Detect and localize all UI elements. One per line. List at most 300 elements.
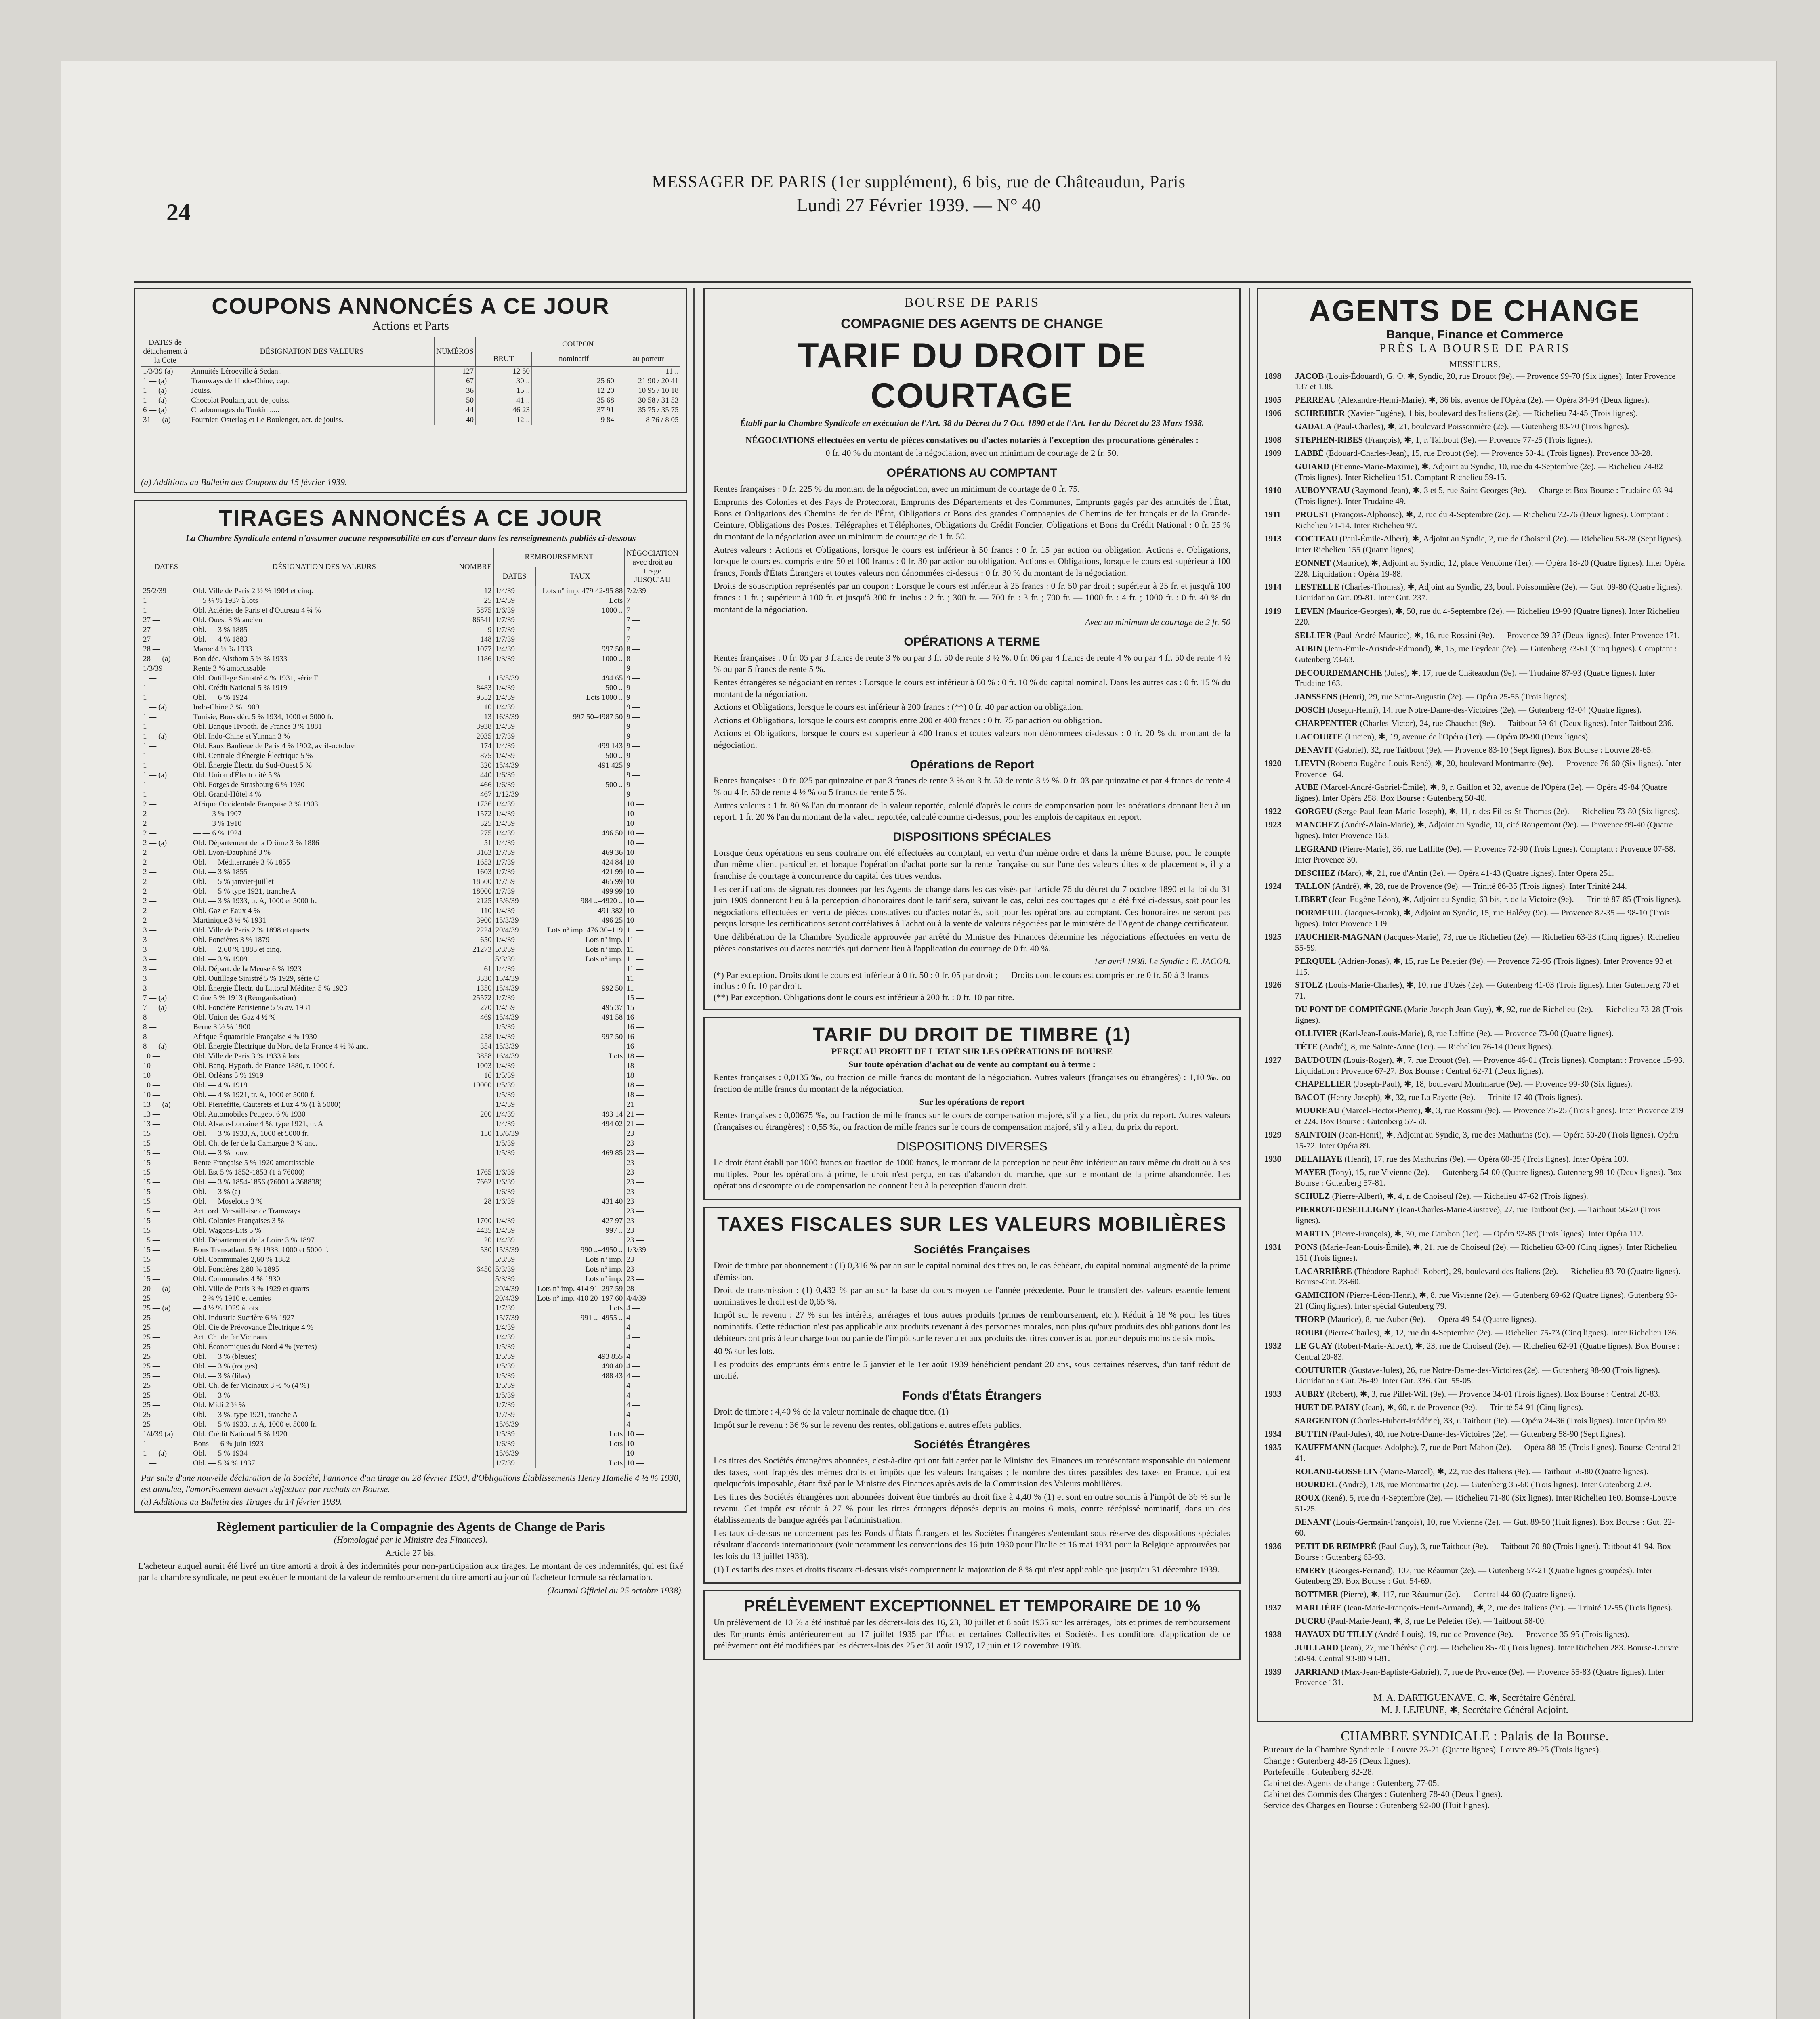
agent-details: (Maurice), ✱, Adjoint au Syndic, 12, place Vendôme (1er). — Opéra 18-20 (Quatre lignes). Inter Opéra 228. Liquidation : Opéra 19-88. (1295, 558, 1685, 579)
table-row: 15 — Obl. Est 5 % 1852-1853 (1 à 76000) 1765 1/6/39 23 — (141, 1168, 680, 1177)
taxes-p1: Impôt sur le revenu : 27 % sur les intérêts, arrérages et tous autres produits (primes de remboursement, etc.). Réduit à 18 % pour les titres nominatifs. Cette réduction n'est pas applicable aux produits revenant à des personnes morales, non plus qu'aux produits des obligations dont les débiteurs ont pris à leur charge tout ou partie de l'impôt sur le revenu et aux produits des titres convertis au porteur depuis moins de six mois. (714, 1310, 1230, 1343)
agent-year: 1910 (1264, 485, 1281, 495)
col-numeros: NUMÉROS (435, 337, 476, 367)
taxes-p2: Droit de timbre : 4,40 % de la valeur nominale de chaque titre. (1) (714, 1406, 949, 1417)
agent-name: GAMICHON (1295, 1290, 1345, 1300)
agent-name: AUBIN (1295, 643, 1322, 653)
list-item (1264, 1442, 1685, 1464)
timbre-p2: Rentes françaises : 0,00675 ‰, ou fraction de mille francs sur le cours de compensation majoré, s'il y a lieu, du prix du report. Autres valeurs (françaises ou étrangères) : 0,55 ‰, ou fraction de mille francs sur le cours de compensation majoré, s'il y a lieu, du prix du report. (714, 1110, 1230, 1132)
table-row: 20 — (a) Obl. Ville de Paris 3 % 1929 et quarts 20/4/39 Lots nº imp. 414 91–297 59 28 — (141, 1284, 680, 1294)
agent-name: PETIT DE REIMPRÉ (1295, 1541, 1377, 1551)
col-taux: TAUX (535, 567, 625, 586)
table-row: 1 — Obl. Grand-Hôtel 4 % 467 1/12/39 9 — (141, 790, 680, 800)
agent-details: (Paul-Charles), ✱, 21, boulevard Poissonnière (2e). — Gutenberg 83-70 (Trois lignes). (1334, 422, 1629, 431)
taxes-p3: Les titres des Sociétés étrangères non abonnées doivent être timbrés au droit fixe à 4,40 % (1) et sont en outre soumis à l'impôt de 36 % sur le revenu. Cet impôt est réduit à 27 % pour les titres étrangers déposés depuis au moins 6 mois, contre récépissé nominatif, dans un des établissements de banque agréés par l'administration. (714, 1491, 1230, 1525)
list-item (1264, 485, 1685, 507)
table-row: 25/2/39 Obl. Ville de Paris 2 ½ % 1904 et cinq. 12 1/4/39 Lots nº imp. 479 42-95 88 7/2/39 (141, 586, 680, 596)
agent-name: MARLIÈRE (1295, 1603, 1342, 1613)
tirages-table (141, 548, 680, 1468)
table-row: 15 — Obl. Ch. de fer de la Camargue 3 % anc. 1/5/39 23 — (141, 1139, 680, 1148)
agent-name: ROUBI (1295, 1327, 1323, 1337)
agent-details: (Jean), ✱, 60, r. de Provence (9e). — Trinité 54-91 (Cinq lignes). (1362, 1402, 1583, 1412)
agent-name: BOTTMER (1295, 1589, 1339, 1599)
table-row: 25 — — 2 ¾ % 1910 et demies 20/4/39 Lots nº imp. 410 20–197 60 4/4/39 (141, 1294, 680, 1303)
list-item (1264, 1079, 1685, 1089)
table-row: 3 — Obl. Énergie Électr. du Littoral Méditer. 5 % 1923 1350 15/4/39 992 50 11 — (141, 984, 680, 993)
tirages-subtitle: La Chambre Syndicale entend n'assumer aucune responsabilité en cas d'erreur dans les renseignements publiés ci-dessous (185, 533, 636, 543)
agent-name: BOURDEL (1295, 1480, 1337, 1490)
coupons-title: COUPONS ANNONCÉS A CE JOUR (212, 293, 610, 319)
list-item (1264, 1154, 1685, 1165)
agent-details: (Alexandre-Henri-Marie), ✱, 36 bis, avenue de l'Opéra (2e). — Opéra 34-94 (Deux lignes). (1338, 395, 1650, 405)
list-item (1264, 461, 1685, 483)
agent-name: FAUCHIER-MAGNAN (1295, 932, 1382, 942)
agent-details: (Joseph-Paul), ✱, 18, boulevard Montmartre (9e). — Provence 99-30 (Six lignes). (1353, 1079, 1633, 1089)
table-row: 1/3/39 Rente 3 % amortissable 9 — (141, 664, 680, 674)
tirages-rows (141, 586, 680, 1469)
table-row: 15 — Obl. Département de la Loire 3 % 1897 20 1/4/39 23 — (141, 1236, 680, 1245)
agent-name: THORP (1295, 1314, 1325, 1324)
agent-name: BACOT (1295, 1092, 1325, 1102)
agent-details: (Marie-Joseph-Jean-Guy), ✱, 92, rue de Richelieu (2e). — Richelieu 73-28 (Trois lignes). (1295, 1004, 1683, 1025)
agent-details: (Joseph-Henri), 14, rue Notre-Dame-des-Victoires (2e). — Gutenberg 43-04 (Quatre lignes). (1327, 705, 1642, 715)
agent-year: 1913 (1264, 533, 1281, 544)
agent-name: ROLAND-GOSSELIN (1295, 1466, 1378, 1476)
col-nominatif: nominatif (532, 352, 616, 367)
table-row: 1 — (a) Chocolat Poulain, act. de jouiss. 50 41 .. 35 68 30 58 / 31 53 (141, 396, 680, 405)
list-item (1264, 1541, 1685, 1563)
page-number: 24 (166, 199, 191, 226)
table-row: 15 — Act. ord. Versaillaise de Tramways 23 — (141, 1207, 680, 1216)
tirages-title: TIRAGES ANNONCÉS A CE JOUR (218, 505, 603, 531)
table-row: 6 — (a) Charbonnages du Tonkin ..... 44 46 23 37 91 35 75 / 35 75 (141, 405, 680, 415)
col-remboursement: REMBOURSEMENT (493, 548, 625, 567)
agent-details: (Louis-Germain-François), 10, rue Vivienne (2e). — Gut. 89-50 (Huit lignes). Box Bourse : Gut. 22-60. (1295, 1517, 1675, 1538)
table-row: 3 — Obl. — 2,60 % 1885 et cinq. 21273 5/3/39 Lots nº imp. 11 — (141, 945, 680, 955)
agent-year: 1909 (1264, 448, 1281, 458)
list-item (1264, 1055, 1685, 1077)
tirages-section (134, 500, 687, 1513)
agent-year: 1911 (1264, 510, 1281, 520)
table-row: 15 — Obl. — 3 % 1933, A, 1000 et 5000 fr. 150 15/6/39 23 — (141, 1129, 680, 1139)
report-item: Autres valeurs : 1 fr. 80 % l'an du montant de la valeur reportée, calculé d'après le cours de compensation pour les opérations donnant lieu à un report. 1 fr. 20 % l'an du montant de la valeur reportée, calculé comme ci-dessus, pour les emplois de capitaux en report. (714, 800, 1230, 822)
agent-name: PERREAU (1295, 395, 1336, 405)
tirages-note1: Par suite d'une nouvelle déclaration de la Société, l'annonce d'un tirage au 28 février 1939, d'Obligations Établissements Henry Hamelle 4 ½ % 1930, est annulée, l'amortissement devant s'effectuer par rachats en Bourse. (141, 1473, 680, 1494)
report-title: Opérations de Report (910, 758, 1034, 772)
speciales-title: DISPOSITIONS SPÉCIALES (893, 830, 1051, 844)
chambre-section (1257, 1729, 1693, 1811)
agent-year: 1932 (1264, 1341, 1281, 1351)
agent-year: 1922 (1264, 806, 1281, 816)
table-row: 3 — Obl. Outillage Sinistré 5 % 1929, série C 3330 15/4/39 11 — (141, 974, 680, 984)
list-item (1264, 1589, 1685, 1600)
reglement-section (134, 1519, 687, 1596)
agent-details: (René), 5, rue du 4-Septembre (2e). — Richelieu 71-80 (Six lignes). Inter Richelieu 160. Bourse-Louvre 51-25. (1295, 1493, 1677, 1514)
taxes-p3: Les titres des Sociétés étrangères abonnées, c'est-à-dire qui ont fait agréer par le Ministre des Finances un représentant responsable du paiement des taxes, sont frappés des mêmes droits et impôts que les valeurs françaises ; le nombre des titres passibles des taxes en France, qui est quelquefois imposable, étant fixé par le Ministre des Finances après avis de la Commission des Valeurs mobilières. (714, 1455, 1230, 1489)
agent-details: (Louis-Édouard), G. O. ✱, Syndic, 20, rue Drouot (9e). — Provence 99-70 (Six lignes). Inter Provence 137 et 138. (1295, 371, 1676, 392)
table-row: 1 — Obl. Eaux Banlieue de Paris 4 % 1902, avril-octobre 174 1/4/39 499 143 9 — (141, 741, 680, 751)
table-row: 15 — Obl. Communales 4 % 1930 5/3/39 Lots nº imp. 23 — (141, 1274, 680, 1284)
reglement-text: L'acheteur auquel aurait été livré un titre amorti a droit à des indemnités pour non-participation aux tirages. Le montant de ces indemnités, qui est fixé par la chambre syndicale, ne peut excéder le montant de la valeur de remboursement du titre amorti au jour où l'acheteur formule sa réclamation. (138, 1560, 683, 1582)
agent-details: (Marie-Jean-Louis-Émile), ✱, 21, rue de Choiseul (2e). — Richelieu 63-00 (Cinq lignes). Inter Richelieu 151 (Trois lignes). (1295, 1242, 1677, 1263)
table-row: 3 — Obl. Foncières 3 % 1879 650 1/4/39 Lots nº imp. 11 — (141, 935, 680, 945)
agent-details: (Jean-Henri), ✱, Adjoint au Syndic, 3, rue des Mathurins (9e). — Opéra 50-20 (Trois lignes). Opéra 15-72. Inter Opéra 89. (1295, 1129, 1679, 1150)
agent-name: DESCHEZ (1295, 868, 1336, 878)
agent-name: LESTELLE (1295, 582, 1339, 592)
agent-name: DELAHAYE (1295, 1154, 1343, 1164)
table-row: 27 — Obl. Ouest 3 % ancien 86541 1/7/39 7 — (141, 615, 680, 625)
agent-name: EONNET (1295, 558, 1331, 568)
agents-section (1257, 288, 1693, 1722)
list-item (1264, 1429, 1685, 1440)
list-item (1264, 907, 1685, 929)
agent-details: (Serge-Paul-Jean-Marie-Joseph), ✱, 11, r. des Filles-St-Thomas (2e). — Richelieu 73-80 (Six lignes). (1335, 806, 1680, 816)
agent-name: ROUX (1295, 1493, 1320, 1503)
table-row: 1 — (a) Tramways de l'Indo-Chine, cap. 67 30 .. 25 60 21 90 / 20 41 (141, 376, 680, 386)
agent-details: (Marcel-André-Gabriel-Émile), ✱, 8, r. Gaillon et 32, avenue de l'Opéra (2e). — Opéra 49-84 (Quatre lignes). Inter Opéra 258. Box Bourse : Gutenberg 50-40. (1295, 782, 1667, 803)
list-item (1264, 1642, 1685, 1664)
tirages-note2: (a) Additions au Bulletin des Tirages du 14 février 1939. (141, 1496, 342, 1507)
agent-details: (Jean-Marie-François-Henri-Armand), ✱, 2, rue des Italiens (9e). — Trinité 12-55 (Trois lignes). (1343, 1603, 1673, 1613)
agent-details: (Pierre-Marie), 36, rue Laffitte (9e). — Provence 72-90 (Trois lignes). Comptant : Provence 07-58. Inter Provence 30. (1295, 844, 1675, 865)
agent-details: (Pierre), ✱, 117, rue Réaumur (2e). — Central 44-60 (Quatre lignes). (1340, 1589, 1576, 1599)
column-middle (703, 288, 1241, 2019)
table-row: 27 — Obl. — 3 % 1885 9 1/7/39 7 — (141, 625, 680, 635)
list-item (1264, 1389, 1685, 1400)
table-row: 15 — Obl. — 3 % 1854-1856 (76001 à 368838) 7662 1/6/39 23 — (141, 1177, 680, 1187)
column-right (1257, 288, 1693, 2019)
list-item (1264, 932, 1685, 953)
secretaire: M. J. LEJEUNE, ✱, Secrétaire Général Adjoint. (1381, 1705, 1568, 1716)
list-item (1264, 758, 1685, 780)
comptant-item: Autres valeurs : Actions et Obligations, lorsque le cours est inférieur à 50 francs : 0 fr. 15 par action ou obligation. Actions et Obligations, lorsque le cours est compris entre 50 et 100 francs : 0 fr. 30 par action ou obligation. Actions et Obligations, lorsque le cours est supérieur à 100 francs, Fonds d'États Étrangers et toutes valeurs non dénommées ci-dessus : 0 fr. 30 % du montant de la négociation. (714, 544, 1230, 578)
agent-name: COUTURIER (1295, 1365, 1347, 1375)
agent-details: (François), ✱, 1, r. Taitbout (9e). — Provence 77-25 (Trois lignes). (1365, 434, 1593, 445)
taxes-s1: Sociétés Françaises (913, 1243, 1031, 1257)
list-item (1264, 1479, 1685, 1490)
list-item (1264, 1517, 1685, 1538)
table-row: 13 — (a) Obl. Pierrefitte, Cauterets et Luz 4 % (1 à 5000) 1/4/39 21 — (141, 1100, 680, 1110)
table-row: 3 — Obl. Départ. de la Meuse 6 % 1923 61 1/4/39 11 — (141, 964, 680, 974)
terme-item: Actions et Obligations, lorsque le cours est inférieur à 200 francs : (**) 0 fr. 40 par action ou obligation. (714, 702, 1083, 712)
table-row: 13 — Obl. Automobiles Peugeot 6 % 1930 200 1/4/39 493 14 21 — (141, 1110, 680, 1119)
table-row: 10 — Obl. Orléans 5 % 1919 16 1/5/39 18 — (141, 1071, 680, 1081)
table-row: 15 — Obl. Colonies Françaises 3 % 1700 1/4/39 427 97 23 — (141, 1216, 680, 1226)
coupons-rows (141, 367, 680, 474)
agent-name: GADALA (1295, 422, 1332, 431)
speciales-item: Les certifications de signatures données par les Agents de change dans les cas visés par l'article 76 du décret du 7 octobre 1890 et la loi du 31 juin 1909 donneront lieu à la perception d'honoraires dont le tarif sera, suivant le cas, celui des courtages qui a été fixé ci-dessus, soit pour les négociations effectuées en vertu de pièces constatives ou d'actes notariés, soit pour les opérations au comptant. Ces honoraires ne seront pas perçus lorsque les certifications seront corrélatives à l'achat ou à la vente de valeurs négociées par le ministère de l'Agent de change certificateur. (714, 884, 1230, 929)
col-r-dates: DATES (493, 567, 535, 586)
table-row: 2 — Afrique Occidentale Française 3 % 1903 1736 1/4/39 10 — (141, 800, 680, 809)
reglement-article: Article 27 bis. (385, 1548, 436, 1558)
agent-details: (Robert), ✱, 3, rue Pillet-Will (9e). — Provence 34-01 (Trois lignes). Box Bourse : Central 20-83. (1327, 1389, 1660, 1399)
taxes-p2: Impôt sur le revenu : 36 % sur le revenu des rentes, obligations et autres effets publics. (714, 1419, 1022, 1430)
agent-name: LACARRIÈRE (1295, 1266, 1352, 1276)
list-item (1264, 1092, 1685, 1103)
list-item (1264, 1629, 1685, 1640)
agents-messieurs: MESSIEURS, (1449, 359, 1501, 369)
chambre-line: Bureaux de la Chambre Syndicale : Louvre 23-21 (Quatre lignes). Louvre 89-25 (Trois lignes). (1263, 1744, 1601, 1755)
agent-name: STOLZ (1295, 980, 1323, 990)
taxes-p3: Les taux ci-dessus ne concernent pas les Fonds d'États Étrangers et les Sociétés Étrangères s'entendant sous réserve des dispositions spéciales résultant d'accords internationaux (voir notamment les conventions des 16 juin 1930 pour l'Italie et 16 mai 1931 pour la Belgique approuvées par les lois du 13 juillet 1933). (714, 1528, 1230, 1561)
list-item (1264, 1204, 1685, 1226)
newspaper-page (61, 61, 1777, 2019)
column-divider-1 (693, 288, 695, 2019)
agent-details: (Jacques-Frank), ✱, Adjoint au Syndic, 15, rue Halévy (9e). — Provence 82-35 — 98-10 (Trois lignes). Inter Provence 139. (1295, 908, 1670, 928)
agent-details: (Henri), 17, rue des Mathurins (9e). — Opéra 60-35 (Trois lignes). Inter Opéra 100. (1344, 1154, 1629, 1164)
agent-details: (Édouard-Charles-Jean), 15, rue Drouot (9e). — Provence 50-41 (Trois lignes). Provence 33-28. (1326, 448, 1653, 458)
table-row: 2 — — — 3 % 1907 1572 1/4/39 10 — (141, 809, 680, 819)
agent-details: (Henry-Joseph), ✱, 32, rue La Fayette (9e). — Trinité 17-40 (Trois lignes). (1327, 1092, 1583, 1102)
table-row: 1 — Obl. Aciéries de Paris et d'Outreau 4 ¾ % 5875 1/6/39 1000 .. 7 — (141, 606, 680, 615)
agent-details: (Robert-Marie-Albert), ✱, 23, rue de Choiseul (2e). — Richelieu 62-91 (Quatre lignes). Box Bourse : Central 20-83. (1295, 1341, 1680, 1362)
agent-year: 1931 (1264, 1242, 1281, 1252)
table-row: 7 — (a) Chine 5 % 1913 (Réorganisation) 25572 1/7/39 15 — (141, 993, 680, 1003)
agent-details: (Max-Jean-Baptiste-Gabriel), 7, rue de Provence (9e). — Provence 55-83 (Quatre lignes). Inter Provence 131. (1295, 1666, 1665, 1687)
agent-year: 1936 (1264, 1541, 1281, 1551)
table-row: 25 — Obl. — 3 % 1/5/39 4 — (141, 1391, 680, 1400)
reglement-subtitle: (Homologué par le Ministre des Finances). (334, 1534, 488, 1545)
masthead-line1: MESSAGER DE PARIS (1er supplément), 6 bis, rue de Châteaudun, Paris (652, 173, 1186, 191)
table-row: 25 — Obl. Midi 2 ½ % 1/7/39 4 — (141, 1400, 680, 1410)
list-item (1264, 581, 1685, 603)
agent-name: CHARPENTIER (1295, 718, 1358, 728)
col-negociation: NÉGOCIATION avec droit au tirage JUSQU'AU (625, 548, 680, 586)
table-row: 2 — — — 6 % 1924 275 1/4/39 496 50 10 — (141, 829, 680, 838)
table-row: 10 — Obl. Ville de Paris 3 % 1933 à lots 3858 16/4/39 Lots 18 — (141, 1051, 680, 1061)
list-item (1264, 371, 1685, 392)
table-row: 3 — Obl. — 3 % 1909 5/3/39 Lots nº imp. 11 — (141, 955, 680, 964)
agent-name: TÊTE (1295, 1041, 1318, 1051)
terme-item: Rentes étrangères se négociant en rentes : Lorsque le cours est inférieur à 60 % : 0 fr. 10 % du capital nominal. Dans les autres cas : 0 fr. 15 % du montant de la négociation. (714, 677, 1230, 699)
agent-name: PERQUEL (1295, 956, 1336, 966)
coupons-table (141, 337, 680, 474)
table-row: 8 — Obl. Union des Gaz 4 ½ % 469 15/4/39 491 58 16 — (141, 1013, 680, 1022)
courtage-section (703, 288, 1241, 1010)
chambre-line: Change : Gutenberg 48-26 (Deux lignes). (1263, 1755, 1411, 1766)
table-row: 27 — Obl. — 4 % 1883 148 1/7/39 7 — (141, 635, 680, 644)
table-row: 10 — Obl. — 4 % 1921, tr. A, 1000 et 5000 f. 1/5/39 18 — (141, 1090, 680, 1100)
col-dates: DATES (141, 548, 191, 586)
speciales-item: Lorsque deux opérations en sens contraire ont été effectuées au comptant, en vertu d'un même ordre et dans la même Bourse, pour le compte d'un même client particulier, et lorsque l'opération d'achat porte sur la rente française ou sur l'une des valeurs dites « de placement », il y a franchise de courtage à concurrence du capital des titres vendus. (714, 847, 1230, 881)
list-item (1264, 782, 1685, 804)
table-row: 1 — (a) Obl. Indo-Chine et Yunnan 3 % 2035 1/7/39 9 — (141, 732, 680, 741)
agents-subtitle2: PRÈS LA BOURSE DE PARIS (1379, 342, 1570, 355)
table-row: 8 — (a) Obl. Énergie Électrique du Nord de la France 4 ½ % anc. 354 15/3/39 16 — (141, 1042, 680, 1051)
table-row: 28 — Maroc 4 ½ % 1933 1077 1/4/39 997 50 8 — (141, 644, 680, 654)
table-row: 1 — Obl. Banque Hypoth. de France 3 % 1881 3938 1/4/39 9 — (141, 722, 680, 732)
table-row: 25 — Obl. Industrie Sucrière 6 % 1927 15/7/39 991 ..–4955 .. 4 — (141, 1313, 680, 1323)
agent-name: SCHULZ (1295, 1191, 1330, 1201)
masthead (61, 172, 1776, 277)
list-item (1264, 691, 1685, 702)
taxes-title: TAXES FISCALES SUR LES VALEURS MOBILIÈRES (717, 1214, 1227, 1236)
table-row: 15 — Bons Transatlant. 5 % 1933, 1000 et 5000 f. 530 15/3/39 990 ..–4950 .. 1/3/39 (141, 1245, 680, 1255)
masthead-line2: Lundi 27 Février 1939. — N° 40 (796, 195, 1041, 215)
agent-name: SELLIER (1295, 630, 1332, 640)
agent-details: (Marcel-Hector-Pierre), ✱, 3, rue Rossini (9e). — Provence 75-25 (Trois lignes). Inter Provence 219 et 224. Box Bourse : Gutenberg 57-50. (1295, 1106, 1684, 1126)
table-row: 1 — Obl. Forges de Strasbourg 6 % 1930 466 1/6/39 500 .. 9 — (141, 780, 680, 790)
list-item (1264, 667, 1685, 689)
agents-title: AGENTS DE CHANGE (1309, 294, 1641, 327)
col-designation: DÉSIGNATION DES VALEURS (191, 548, 457, 586)
table-row: 25 — Obl. — 3 %, type 1921, tranche A 1/7/39 4 — (141, 1410, 680, 1420)
prelevement-text: Un prélèvement de 10 % a été institué par les décrets-lois des 16, 23, 30 juillet et 8 août 1935 sur les arrérages, lots et primes de remboursement des Emprunts émis antérieurement au 17 juillet 1935 par l'État et certaines Collectivités et Sociétés. Les conditions d'application de ce prélèvement ont été modifiées par les décrets-lois des 25 et 31 août 1937, 17 juin et 12 novembre 1938. (714, 1617, 1230, 1651)
agent-name: OLLIVIER (1295, 1028, 1338, 1038)
list-item (1264, 1565, 1685, 1587)
agent-details: (Roberto-Eugène-Louis-René), ✱, 20, boulevard Montmartre (9e). — Provence 76-60 (Six lignes). Inter Provence 164. (1295, 758, 1682, 779)
list-item (1264, 395, 1685, 405)
agent-name: GUIARD (1295, 461, 1330, 471)
list-item (1264, 881, 1685, 892)
table-row: 1 — Obl. — 6 % 1924 9552 1/4/39 Lots 1000 .. 9 — (141, 693, 680, 703)
agent-name: LACOURTE (1295, 731, 1343, 741)
table-row: 3 — Obl. Ville de Paris 2 % 1898 et quarts 2224 20/4/39 Lots nº imp. 476 30–119 11 — (141, 926, 680, 935)
table-row: 15 — Obl. — Moselotte 3 % 28 1/6/39 431 40 23 — (141, 1197, 680, 1207)
agent-name: SCHREIBER (1295, 408, 1345, 418)
exception-note: (**) Par exception. Obligations dont le cours est inférieur à 200 fr. : 0 fr. 10 par titre. (714, 992, 1014, 1002)
list-item (1264, 1327, 1685, 1338)
list-item (1264, 1105, 1685, 1127)
list-item (1264, 806, 1685, 817)
agent-details: (André-Louis), 19, rue de Provence (9e). — Provence 35-95 (Trois lignes). (1375, 1629, 1629, 1639)
table-row: 15 — Obl. — 3 % nouv. 1/5/39 469 85 23 — (141, 1148, 680, 1158)
agent-name: MOUREAU (1295, 1106, 1340, 1116)
table-row: 2 — Obl. — 5 % type 1921, tranche A 18000 1/7/39 499 99 10 — (141, 887, 680, 896)
agent-name: JANSSENS (1295, 692, 1338, 702)
taxes-p1: Les produits des emprunts émis entre le 5 janvier et le 1er août 1939 bénéficient pendant 20 ans, sous certaines réserves, d'un tarif réduit de moitié. (714, 1359, 1230, 1381)
list-item (1264, 844, 1685, 865)
agent-details: (Maurice-Georges), ✱, 50, rue du 4-Septembre (2e). — Richelieu 19-90 (Quatre lignes). Inter Richelieu 220. (1295, 606, 1680, 627)
agent-name: SAINTOIN (1295, 1129, 1337, 1140)
table-row: 1 — Obl. Énergie Électr. du Sud-Ouest 5 % 320 15/4/39 491 425 9 — (141, 761, 680, 770)
timbre-subtitle: PERÇU AU PROFIT DE L'ÉTAT SUR LES OPÉRATIONS DE BOURSE (831, 1046, 1113, 1057)
coupons-note: (a) Additions au Bulletin des Coupons du 15 février 1939. (141, 477, 347, 487)
list-item (1264, 1242, 1685, 1263)
agent-details: (François-Alphonse), ✱, 2, rue du 4-Septembre (2e). — Richelieu 72-76 (Deux lignes). Comptant : Richelieu 71-14. Inter Richelieu 97. (1295, 510, 1669, 530)
taxes-s2: Fonds d'États Étrangers (902, 1389, 1042, 1402)
coupons-subtitle: Actions et Parts (372, 319, 449, 332)
agent-name: EMERY (1295, 1565, 1327, 1575)
table-row: 1 — Obl. — 5 ¾ % 1937 1/7/39 Lots 10 — (141, 1459, 680, 1468)
agent-name: MANCHEZ (1295, 820, 1339, 829)
list-item (1264, 1290, 1685, 1312)
agent-name: JARRIAND (1295, 1666, 1339, 1677)
agent-details: (Tony), 15, rue Vivienne (2e). — Gutenberg 54-00 (Quatre lignes). Gutenberg 98-10 (Deux lignes). Box Bourse : Gutenberg 57-81. (1295, 1167, 1682, 1188)
table-row: 13 — Obl. Alsace-Lorraine 4 %, type 1921, tr. A 1/4/39 494 02 21 — (141, 1119, 680, 1129)
agent-name: HAYAUX DU TILLY (1295, 1629, 1373, 1639)
agent-details: (Lucien), ✱, 19, avenue de l'Opéra (1er). — Opéra 09-90 (Deux lignes). (1345, 731, 1590, 741)
agent-name: BAUDOUIN (1295, 1055, 1341, 1065)
list-item (1264, 1266, 1685, 1288)
agent-name: AUBRY (1295, 1389, 1325, 1399)
table-row: 1 — (a) Obl. — 5 % 1934 15/6/39 10 — (141, 1449, 680, 1459)
col-designation: DÉSIGNATION DES VALEURS (189, 337, 435, 367)
agent-name: STEPHEN-RIBES (1295, 434, 1363, 445)
list-item (1264, 705, 1685, 716)
list-item (1264, 533, 1685, 555)
timbre-p1: Rentes françaises : 0,0135 ‰, ou fraction de mille francs du montant de la négociation. Autres valeurs (françaises ou étrangères) : 1,10 ‰, ou fraction de mille francs du montant de la négociation. (714, 1072, 1230, 1094)
table-row: 25 — Obl. — 3 % (rouges) 1/5/39 490 40 4 — (141, 1362, 680, 1371)
table-row: 1 — (a) Jouiss. 36 15 .. 12 20 10 95 / 10 18 (141, 386, 680, 396)
chambre-line: Cabinet des Commis des Charges : Gutenberg 78-40 (Deux lignes). (1263, 1789, 1503, 1799)
bourse-label: BOURSE DE PARIS (904, 295, 1040, 310)
list-item (1264, 868, 1685, 879)
agent-details: (Paul-André-Maurice), ✱, 16, rue Rossini (9e). — Provence 39-37 (Deux lignes). Inter Provence 171. (1334, 630, 1680, 640)
table-row: 25 — Obl. — 3 % (lilas) 1/5/39 488 43 4 — (141, 1371, 680, 1381)
comptant-item: Rentes françaises : 0 fr. 225 % du montant de la négociation, avec un minimum de courtage de 0 fr. 75. (714, 483, 1080, 494)
agent-details: (Paul-Jules), 40, rue Notre-Dame-des-Victoires (2e). — Gutenberg 58-90 (Sept lignes). (1329, 1429, 1626, 1439)
agent-year: 1908 (1264, 434, 1281, 445)
list-item (1264, 1415, 1685, 1426)
agent-details: (André), ✱, 28, rue de Provence (9e). — Trinité 86-35 (Trois lignes). Inter Trinité 244. (1332, 881, 1627, 891)
agent-details: (Charles-Victor), 24, rue Chauchat (9e). — Taitbout 59-61 (Deux lignes). Inter Taitbout 236. (1360, 718, 1674, 728)
table-row: 25 — Obl. — 5 % 1933, tr. A, 1000 et 5000 fr. 15/6/39 4 — (141, 1420, 680, 1429)
list-item (1264, 1228, 1685, 1239)
list-item (1264, 1167, 1685, 1189)
list-item (1264, 630, 1685, 641)
agent-details: (André), 8, rue Sainte-Anne (1er). — Richelieu 76-14 (Deux lignes). (1320, 1041, 1553, 1051)
agent-name: SARGENTON (1295, 1416, 1349, 1425)
terme-title: OPÉRATIONS A TERME (904, 635, 1040, 649)
agent-name: GORGEU (1295, 806, 1333, 816)
agent-name: LIEVIN (1295, 758, 1325, 768)
list-item (1264, 1365, 1685, 1387)
taxes-s3: Sociétés Étrangères (913, 1438, 1031, 1452)
taxes-section (703, 1207, 1241, 1584)
agent-details: (Georges-Fernand), 107, rue Réaumur (2e). — Gutenberg 57-21 (Quatre lignes groupées). Inter Gutenberg 29. Box Bourse : Gut. 54-69. (1295, 1565, 1652, 1586)
table-row: 1/4/39 (a) Obl. Crédit National 5 % 1920 1/5/39 Lots 10 — (141, 1429, 680, 1439)
agent-name: MAYER (1295, 1167, 1327, 1177)
list-item (1264, 1402, 1685, 1413)
agent-details: (Paul-Guy), 3, rue Taitbout (9e). — Taitbout 70-80 (Trois lignes). Taitbout 41-94. Box Bourse : Gutenberg 63-93. (1295, 1541, 1671, 1562)
agent-year: 1925 (1264, 932, 1281, 942)
reglement-ref: (Journal Officiel du 25 octobre 1938). (547, 1585, 683, 1595)
agent-name: DORMEUIL (1295, 908, 1343, 918)
agent-details: (Jean), 27, rue Thérèse (1er). — Richelieu 85-70 (Trois lignes). Inter Richelieu 283. Bourse-Louvre 50-94. Central 93-80 93-81. (1295, 1642, 1679, 1663)
agent-name: TALLON (1295, 881, 1331, 891)
agent-details: (Paul-Marie-Jean), ✱, 3, rue Le Peletier (9e). — Taitbout 58-00. (1328, 1616, 1546, 1626)
timbre-s2: Sur les opérations de report (919, 1097, 1025, 1107)
timbre-section (703, 1017, 1241, 1200)
agent-details: (Marc), ✱, 21, rue d'Antin (2e). — Opéra 41-43 (Quatre lignes). Inter Opéra 251. (1337, 868, 1614, 878)
agent-details: (Jacques-Adolphe), 7, rue de Port-Mahon (2e). — Opéra 88-35 (Trois lignes). Bourse-Central 21-41. (1295, 1442, 1684, 1463)
agent-name: LABBÉ (1295, 448, 1324, 458)
terme-item: Actions et Obligations, lorsque le cours est compris entre 200 et 400 francs : 0 fr. 75 par action ou obligation. (714, 715, 1102, 725)
comptant-item: Droits de souscription représentés par un coupon : Lorsque le cours est inférieur à 25 francs : 0 fr. 50 par droit ; supérieur à 25 fr. et jusqu'à 100 francs : 1 fr. ; supérieur à 100 fr. et jusqu'à 300 fr. inclus : 2 fr. ; 300 fr. — 700 fr. : 3 fr. ; 700 fr. — 1000 fr. : 4 fr. ; 1000 fr. : 0 fr. 40 % du montant de la négociation. (714, 581, 1230, 614)
agent-details: (Paul-Émile-Albert), ✱, Adjoint au Syndic, 2, rue de Choiseul (2e). — Richelieu 58-28 (Sept lignes). Inter Richelieu 155 (Quatre lignes). (1295, 533, 1683, 554)
agent-details: (Gabriel), 32, rue Taitbout (9e). — Provence 83-10 (Sept lignes). Box Bourse : Louvre 28-65. (1335, 745, 1653, 755)
table-row: 25 — Act. Ch. de fer Vicinaux 1/4/39 4 — (141, 1333, 680, 1342)
list-item (1264, 819, 1685, 841)
chambre-title: CHAMBRE SYNDICALE : Palais de la Bourse. (1341, 1729, 1609, 1744)
agent-details: (André), 178, rue Montmartre (2e). — Gutenberg 35-60 (Trois lignes). Inter Gutenberg 259. (1339, 1480, 1652, 1490)
table-row: 2 — Obl. — 3 % 1933, tr. A, 1000 et 5000 fr. 2125 15/6/39 984 ..–4920 .. 10 — (141, 896, 680, 906)
agent-name: PONS (1295, 1242, 1318, 1252)
col-porteur: au porteur (616, 352, 680, 367)
list-item (1264, 1666, 1685, 1688)
agent-details: (Charles-Hubert-Frédéric), 33, r. Taitbout (9e). — Opéra 24-36 (Trois lignes). Inter Opéra 89. (1350, 1416, 1668, 1425)
agent-details: (Jean-Émile-Aristide-Edmond), ✱, 15, rue Feydeau (2e). — Gutenberg 73-61 (Cinq lignes). Comptant : Gutenberg 73-63. (1295, 643, 1677, 664)
list-item (1264, 718, 1685, 729)
table-row: 15 — Obl. Communales 2,60 % 1882 5/3/39 Lots nº imp. 23 — (141, 1255, 680, 1265)
taxes-p1: 40 % sur les lots. (714, 1346, 775, 1356)
agent-name: LEVEN (1295, 606, 1325, 616)
agent-name: AUBE (1295, 782, 1319, 792)
chambre-line: Cabinet des Agents de change : Gutenberg 77-05. (1263, 1778, 1439, 1788)
table-row: 8 — Afrique Équatoriale Française 4 % 1930 258 1/4/39 997 50 16 — (141, 1032, 680, 1042)
timbre-s3: DISPOSITIONS DIVERSES (896, 1140, 1047, 1154)
